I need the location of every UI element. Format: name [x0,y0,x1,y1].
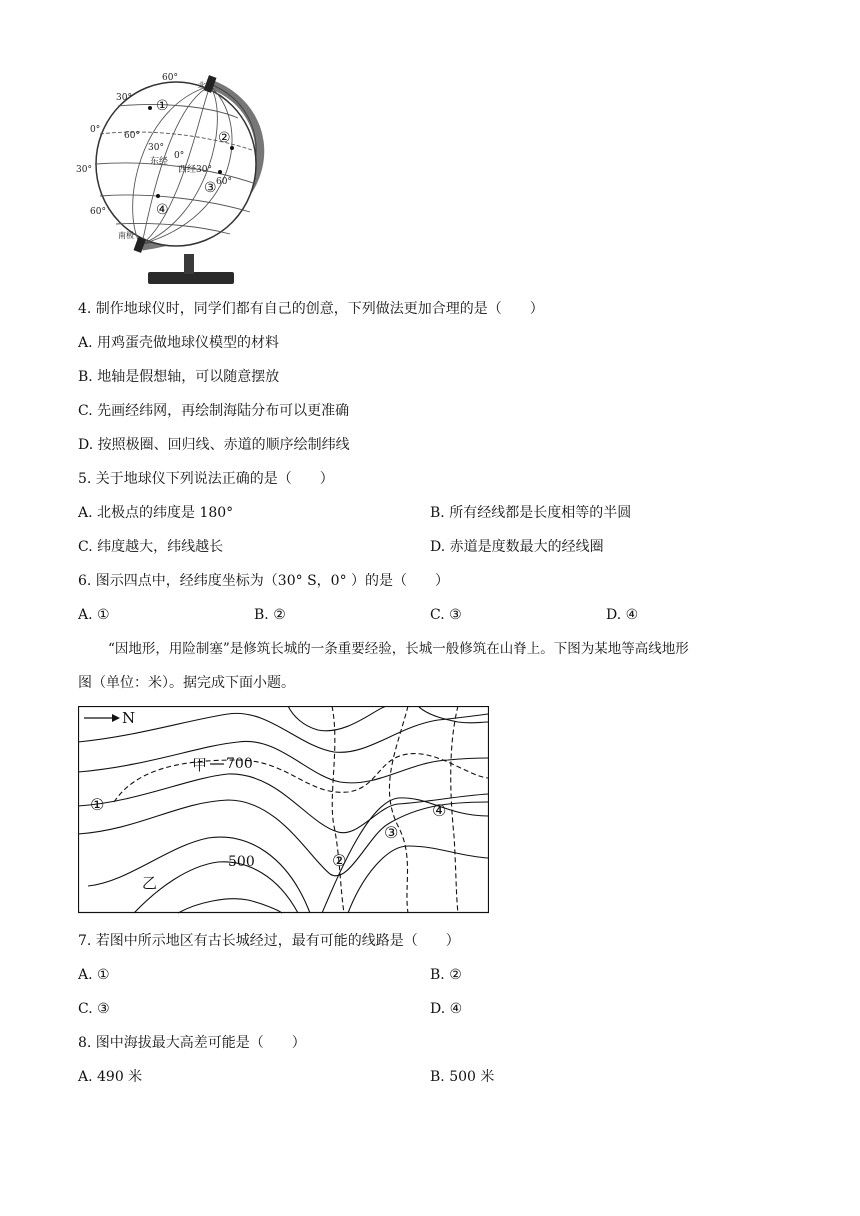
north-arrow-label: N [122,709,136,727]
label-lat30-bottom: 30° [76,165,92,175]
globe-figure [70,66,280,288]
label-lon30-right: 30° [196,165,212,175]
globe-point-2: ② [218,130,231,146]
q5-option-b[interactable]: B. 所有经线都是长度相等的半圆 [430,505,632,521]
q5-option-c[interactable]: C. 纬度越大，纬线越长 [78,539,224,555]
q6-option-b[interactable]: B. ② [254,607,286,623]
q8-option-b[interactable]: B. 500 米 [430,1069,495,1085]
q7-stem: 7. 若图中所示地区有古长城经过，最有可能的线路是（ ） [78,933,460,949]
label-lon0: 0° [174,151,185,161]
label-lon60-left: 60° [124,131,140,141]
label-lat60-bottom: 60° [90,207,106,217]
label-yi: 乙 [142,874,158,892]
q7-option-c[interactable]: C. ③ [78,1001,110,1017]
globe-stand [184,254,194,274]
q4-option-d[interactable]: D. 按照极圈、回归线、赤道的顺序绘制纬线 [78,437,350,453]
label-lat0: 0° [90,125,101,135]
route-3-marker: ③ [384,823,399,842]
q6-option-c[interactable]: C. ③ [430,607,462,623]
contour-map [78,706,489,914]
globe-point-3: ③ [204,180,217,196]
label-lon60-right: 60° [216,177,232,187]
q4-option-a[interactable]: A. 用鸡蛋壳做地球仪模型的材料 [78,335,280,351]
globe-point-1: ① [156,98,169,114]
label-lat30-top: 30° [116,93,132,103]
label-jia: 甲 [192,756,208,774]
q6-stem: 6. 图示四点中，经纬度坐标为（30° S，0° ）的是（ ） [78,573,450,589]
q5-option-d[interactable]: D. 赤道是度数最大的经线圈 [430,539,604,555]
q6-option-d[interactable]: D. ④ [606,607,639,623]
q5-stem: 5. 关于地球仪下列说法正确的是（ ） [78,471,334,487]
q4-option-c[interactable]: C. 先画经纬网，再绘制海陆分布可以更准确 [78,403,350,419]
q6-option-a[interactable]: A. ① [78,607,110,623]
route-4-marker: ④ [432,801,447,820]
q7-option-a[interactable]: A. ① [78,967,110,983]
q7-option-b[interactable]: B. ② [430,967,462,983]
q8-stem: 8. 图中海拔最大高差可能是（ ） [78,1035,306,1051]
route-2-marker: ② [332,851,347,870]
route-1-marker: ① [90,795,105,814]
label-lat60-top: 60° [162,73,178,83]
passage-line-1: “因地形，用险制塞”是修筑长城的一条重要经验，长城一般修筑在山脊上。下图为某地等高线地形 [108,641,689,657]
label-north-pole: 北极 [198,81,214,90]
label-500: 500 [228,854,255,870]
globe-point-4: ④ [156,202,169,218]
label-west-longitude: 西经 [178,165,197,175]
label-south-pole: 南极 [118,231,134,240]
q7-option-d[interactable]: D. ④ [430,1001,463,1017]
label-lon30-left: 30° [148,143,164,153]
q8-option-a[interactable]: A. 490 米 [78,1069,143,1085]
label-700: 700 [226,756,253,772]
q4-stem: 4. 制作地球仪时，同学们都有自己的创意，下列做法更加合理的是（ ） [78,301,544,317]
passage-line-2: 图（单位：米）。据完成下面小题。 [78,675,295,691]
q5-option-a[interactable]: A. 北极点的纬度是 180° [78,505,234,521]
label-east-longitude: 东经 [150,157,169,167]
q4-option-b[interactable]: B. 地轴是假想轴，可以随意摆放 [78,369,280,385]
